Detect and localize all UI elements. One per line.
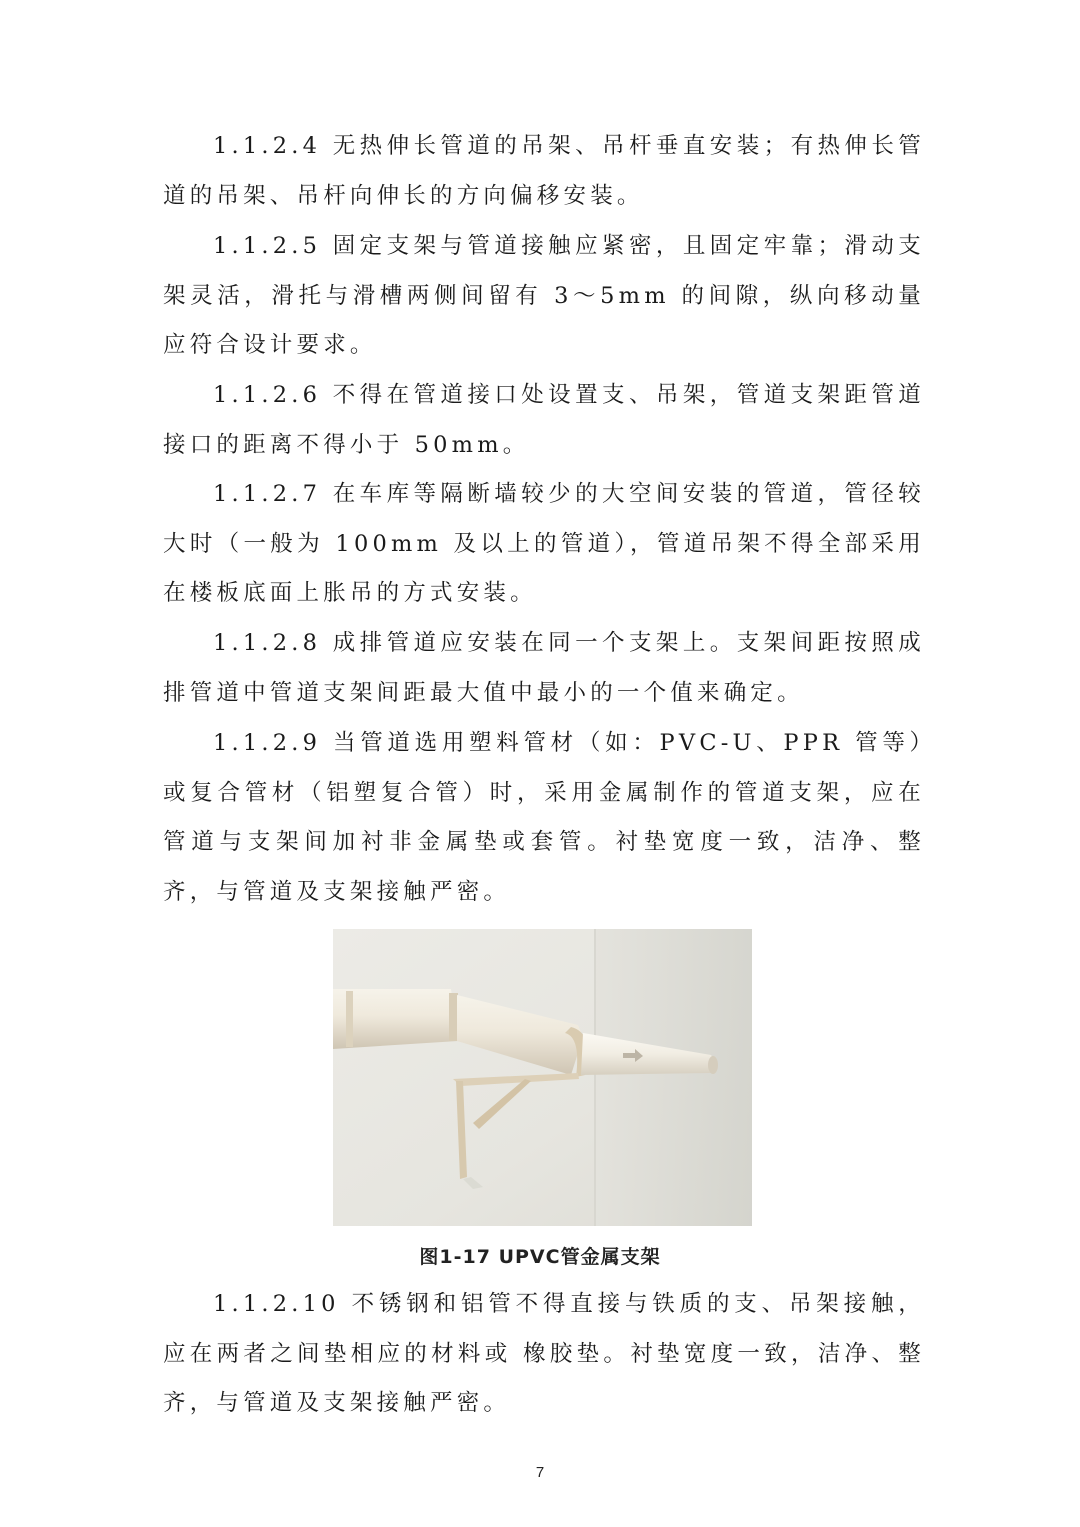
figure-photo-upvc-pipe-bracket <box>333 929 752 1226</box>
figure-caption: 图1-17 UPVC管金属支架 <box>419 1246 661 1268</box>
paragraph-1-1-2-8: 1.1.2.8 成排管道应安装在同一个支架上。支架间距按照成排管道中管道支架间距最大值中最小的一个值来确定。 <box>163 630 925 706</box>
paragraph-1-1-2-4: 1.1.2.4 无热伸长管道的吊架、吊杆垂直安装；有热伸长管道的吊架、吊杆向伸长的方向偏移安装。 <box>163 133 925 209</box>
paragraph-1-1-2-10: 1.1.2.10 不锈钢和铝管不得直接与铁质的支、吊架接触，应在两者之间垫相应的材料或 橡胶垫。衬垫宽度一致，洁净、整齐，与管道及支架接触严密。 <box>163 1291 925 1416</box>
paragraph-1-1-2-9: 1.1.2.9 当管道选用塑料管材（如：PVC-U、PPR 管等）或复合管材（铝塑复合管）时，采用金属制作的管道支架，应在管道与支架间加衬非金属垫或套管。衬垫宽度一致，洁净、整齐，与管道及支架接触严密。 <box>163 730 925 905</box>
paragraph-1-1-2-7: 1.1.2.7 在车库等隔断墙较少的大空间安装的管道，管径较大时（一般为 100mm 及以上的管道），管道吊架不得全部采用在楼板底面上胀吊的方式安装。 <box>163 481 925 606</box>
paragraph-1-1-2-6: 1.1.2.6 不得在管道接口处设置支、吊架，管道支架距管道接口的距离不得小于 50mm。 <box>163 382 925 458</box>
page-number: 7 <box>535 1464 545 1481</box>
pipe-bracket-photo <box>333 929 752 1226</box>
paragraph-1-1-2-5: 1.1.2.5 固定支架与管道接触应紧密，且固定牢靠；滑动支架灵活，滑托与滑槽两侧间留有 3～5mm 的间隙，纵向移动量应符合设计要求。 <box>163 233 925 358</box>
